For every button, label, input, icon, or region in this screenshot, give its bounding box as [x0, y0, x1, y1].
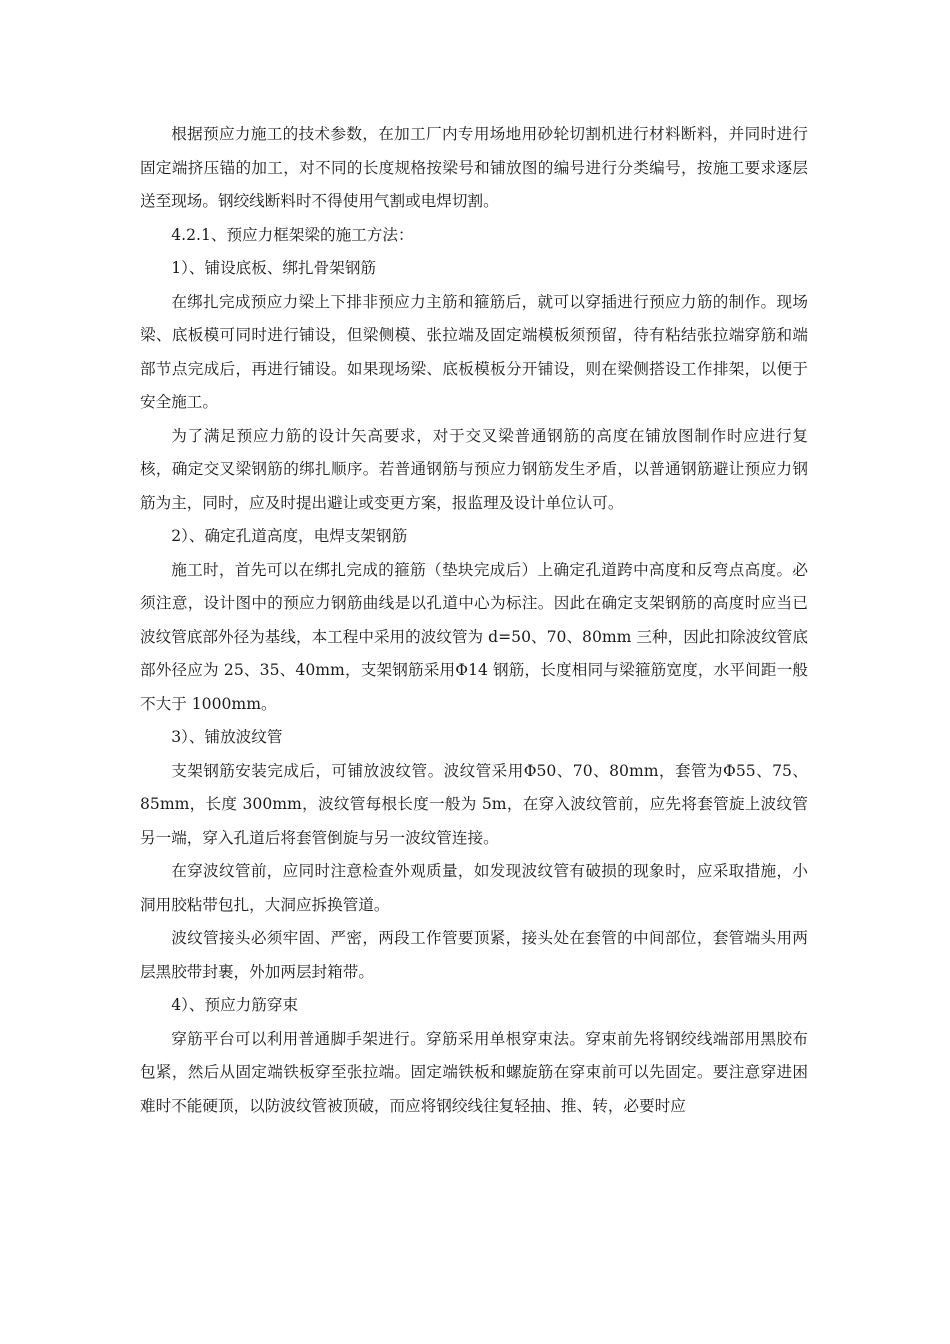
step-4-heading: 4）、预应力筋穿束 [171, 996, 299, 1014]
paragraph-step-3-c: 波纹管接头必须牢固、严密，两段工作管要顶紧，接头处在套管的中间部位，套管端头用两层黑胶带封裹，外加两层封箱带。 [140, 929, 808, 981]
paragraph-step-2: 施工时，首先可以在绑扎完成的箍筋（垫块完成后）上确定孔道跨中高度和反弯点高度。必须注意，设计图中的预应力钢筋曲线是以孔道中心为标注。因此在确定支架钢筋的高度时应当已波纹管底部外径为基线，本工程中采用的波纹管为 d=50、70、80mm 三种，因此扣除波纹管底部外径应为 25、35、40mm，支架钢筋采用Φ14 钢筋，长度相同与梁箍筋宽度，水平间距一般不大于 1000mm。 [140, 560, 808, 713]
step-1-heading: 1）、铺设底板、绑扎骨架钢筋 [171, 259, 377, 277]
paragraph-step-1-b: 为了满足预应力筋的设计矢高要求，对于交叉梁普通钢筋的高度在铺放图制作时应进行复核，确定交叉梁钢筋的绑扎顺序。若普通钢筋与预应力钢筋发生矛盾，以普通钢筋避让预应力钢筋为主，同时，应及时提出避让或变更方案，报监理及设计单位认可。 [140, 426, 808, 512]
paragraph-step-4: 穿筋平台可以利用普通脚手架进行。穿筋采用单根穿束法。穿束前先将钢绞线端部用黑胶布包紧，然后从固定端铁板穿至张拉端。固定端铁板和螺旋筋在穿束前可以先固定。要注意穿进困难时不能硬顶，以防波纹管被顶破，而应将钢绞线往复轻抽、推、转，必要时应 [140, 1029, 808, 1115]
paragraph-step-1-a: 在绑扎完成预应力梁上下排非预应力主筋和箍筋后，就可以穿插进行预应力筋的制作。现场梁、底板模可同时进行铺设，但梁侧模、张拉端及固定端模板须预留，待有粘结张拉端穿筋和端部节点完成后，再进行铺设。如果现场梁、底板模板分开铺设，则在梁侧搭设工作排架，以便于安全施工。 [140, 292, 808, 411]
step-2-heading: 2）、确定孔道高度，电焊支架钢筋 [171, 527, 408, 545]
document-body [140, 118, 808, 1123]
paragraph-material-cutting: 根据预应力施工的技术参数，在加工厂内专用场地用砂轮切割机进行材料断料，并同时进行固定端挤压锚的加工，对不同的长度规格按梁号和铺放图的编号进行分类编号，按施工要求逐层送至现场。钢绞线断料时不得使用气割或电焊切割。 [140, 125, 808, 210]
section-4-2-1-heading: 4.2.1、预应力框架梁的施工方法： [171, 225, 414, 244]
paragraph-step-3-a: 支架钢筋安装完成后，可铺放波纹管。波纹管采用Φ50、70、80mm，套管为Φ55、75、85mm，长度 300mm，波纹管每根长度一般为 5m，在穿入波纹管前，应先将套管旋上波纹管另一端，穿入孔道后将套管倒旋与另一波纹管连接。 [140, 761, 808, 847]
step-3-heading: 3）、铺放波纹管 [171, 728, 283, 746]
paragraph-step-3-b: 在穿波纹管前，应同时注意检查外观质量，如发现波纹管有破损的现象时，应采取措施，小洞用胶粘带包扎，大洞应拆换管道。 [140, 862, 808, 914]
